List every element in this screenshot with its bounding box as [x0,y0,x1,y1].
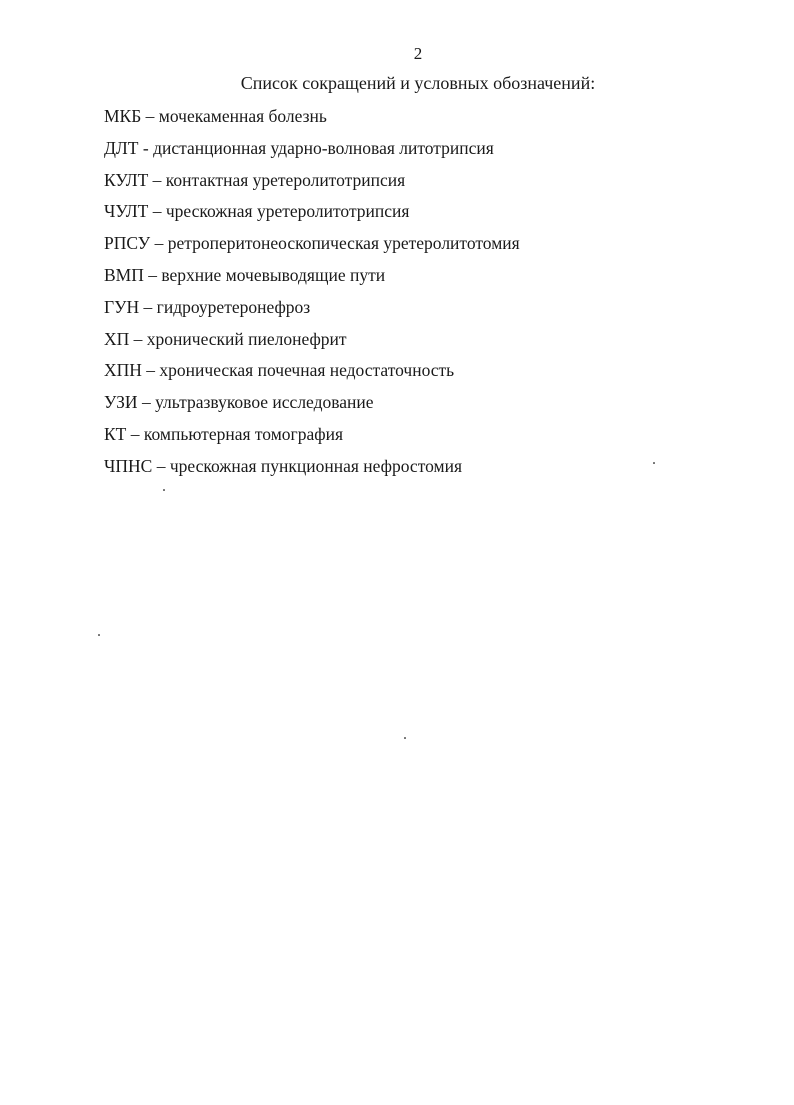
abbreviation-separator: – [152,169,162,190]
abbreviation-item [104,455,520,487]
abbreviation-separator: – [146,360,156,381]
abbreviation-term: УЗИ [104,392,138,413]
abbreviation-term: ВМП [104,264,144,285]
abbreviation-item [104,169,520,201]
abbreviation-term: КУЛТ [104,169,149,190]
abbreviation-item [104,296,520,328]
scan-speck [404,737,406,739]
abbreviation-item [104,200,520,232]
abbreviation-definition: компьютерная томография [143,423,343,444]
abbreviation-item [104,264,520,296]
abbreviation-definition: верхние мочевыводящие пути [161,264,386,285]
abbreviation-separator: – [154,233,164,254]
abbreviation-separator: – [130,423,140,444]
abbreviation-term: ДЛТ [104,137,139,158]
abbreviation-definition: ультразвуковое исследование [155,392,374,413]
abbreviation-item [104,391,520,423]
abbreviation-term: МКБ [104,106,142,126]
abbreviation-item [104,359,520,391]
abbreviation-separator: – [152,201,162,222]
abbreviation-item [104,423,520,455]
abbreviation-definition: хроническая почечная недостаточность [159,360,455,381]
abbreviation-separator: – [148,264,157,285]
abbreviation-separator: - [142,137,149,158]
abbreviation-item [104,328,520,360]
abbreviation-definition: хронический пиелонефрит [146,328,347,349]
abbreviation-separator: – [145,106,155,126]
page-title: Список сокращений и условных обозначений: [240,73,596,93]
abbreviation-definition: ретроперитонеоскопическая уретеролитотомия [167,233,520,254]
abbreviation-definition: дистанционная ударно-волновая литотрипсия [153,137,494,158]
abbreviation-term: РПСУ [104,233,151,254]
abbreviation-term: ЧУЛТ [104,201,149,222]
abbreviation-separator: – [133,328,143,349]
abbreviation-definition: контактная уретеролитотрипсия [165,169,406,190]
abbreviation-term: ЧПНС [104,455,153,476]
abbreviation-definition: гидроуретеронефроз [156,296,311,317]
abbreviation-list [104,105,520,487]
abbreviation-term: КТ [104,423,127,444]
abbreviation-definition: мочекаменная болезнь [158,106,327,126]
abbreviation-separator: – [143,296,153,317]
abbreviation-separator: – [156,455,166,476]
abbreviation-definition: чрескожная пункционная нефростомия [169,455,463,476]
page-number: 2 [413,44,423,63]
abbreviation-definition: чрескожная уретеролитотрипсия [165,201,410,222]
abbreviation-term: ГУН [104,296,140,317]
abbreviation-item [104,105,520,137]
scan-speck [653,462,655,464]
scan-speck [98,634,100,636]
scan-speck [163,489,165,491]
abbreviation-item [104,232,520,264]
abbreviation-term: ХП [104,328,130,349]
abbreviation-separator: – [141,392,151,413]
abbreviation-term: ХПН [104,360,142,381]
abbreviation-item [104,137,520,169]
